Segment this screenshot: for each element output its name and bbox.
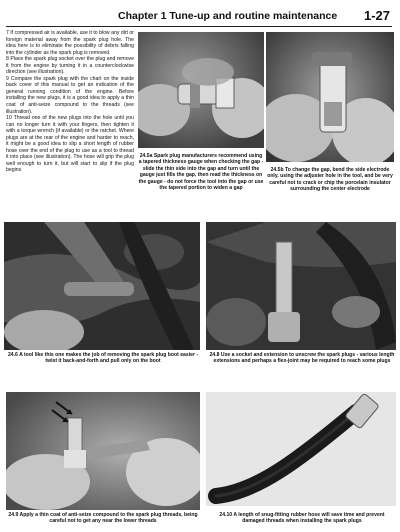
body-text-column: [6, 30, 134, 216]
photo-spark-plug-boot-tool: [4, 222, 200, 350]
paragraph-7: 7 If compressed air is available, use it to blow any dirt or foreign material away from the spark plug hole. The idea here is to eliminate the possibility of debris falling into the cylinder as the spark plug is removed.: [6, 30, 134, 56]
caption-24-5b: 24.5b To change the gap, bend the side electrode only, using the adjuster hole in the tool, and be very careful not to crack or chip the porcelain insulator surrounding the center electrode: [267, 167, 393, 193]
photo-rubber-hose-tool: [206, 392, 396, 506]
page-header: [6, 8, 392, 27]
paragraph-10: 10 Thread one of the new plugs into the hole until you can no longer turn it with your fingers, then tighten it with a torque wrench (if available) or the ratchet. Where plugs are at the rear of the engine and harder to reach, it might be a good idea to slip a short length of rubber hose over the end of the plug to use as a tool to thread it into place (see illustration). The hose will grip the plug well enough to turn it, but will start to slip if the plug begins: [6, 115, 134, 174]
caption-24-10: 24.10 A length of snug-fitting rubber hose will save time and prevent damaged threads when installing the spark plugs: [219, 512, 385, 525]
paragraph-9: 9 Compare the spark plug with the chart on the inside back cover of this manual to get an indication of the general running condition of the engine. Before installing the new plugs, it is a good idea to apply a thin coat of anti-seize compound to the threads (see illustration).: [6, 75, 134, 115]
page-number: 1-27: [363, 8, 390, 23]
paragraph-8: 8 Place the spark plug socket over the plug and remove it from the engine by turning it in a counterclockwise direction (see illustration).: [6, 56, 134, 76]
photo-bend-side-electrode: [266, 32, 394, 162]
photo-anti-seize-threads: [6, 392, 200, 510]
caption-24-5a: 24.5a Spark plug manufacturers recommend using a tapered thickness gauge when checking the gap - slide the thin side into the gap and turn until the gauge just fills the gap, then read the thickness on the gauge - do not force the tool into the gap or use the tapered portion to widen a gap: [138, 153, 264, 192]
caption-24-9: 24.9 Apply a thin coat of anti-seize compound to the spark plug threads, being careful not to get any near the lower threads: [8, 512, 198, 525]
caption-24-6: 24.6 A tool like this one makes the job of removing the spark plug boot easier - twist it back-and-forth and pull only on the boot: [7, 352, 199, 365]
photo-socket-extension: [206, 222, 396, 350]
photo-gap-gauge-check: [138, 32, 264, 148]
caption-24-8: 24.8 Use a socket and extension to unscrew the spark plugs - various length extensions and perhaps a flex-joint may be required to reach some plugs: [209, 352, 395, 365]
chapter-title: Chapter 1 Tune-up and routine maintenance: [118, 10, 338, 22]
